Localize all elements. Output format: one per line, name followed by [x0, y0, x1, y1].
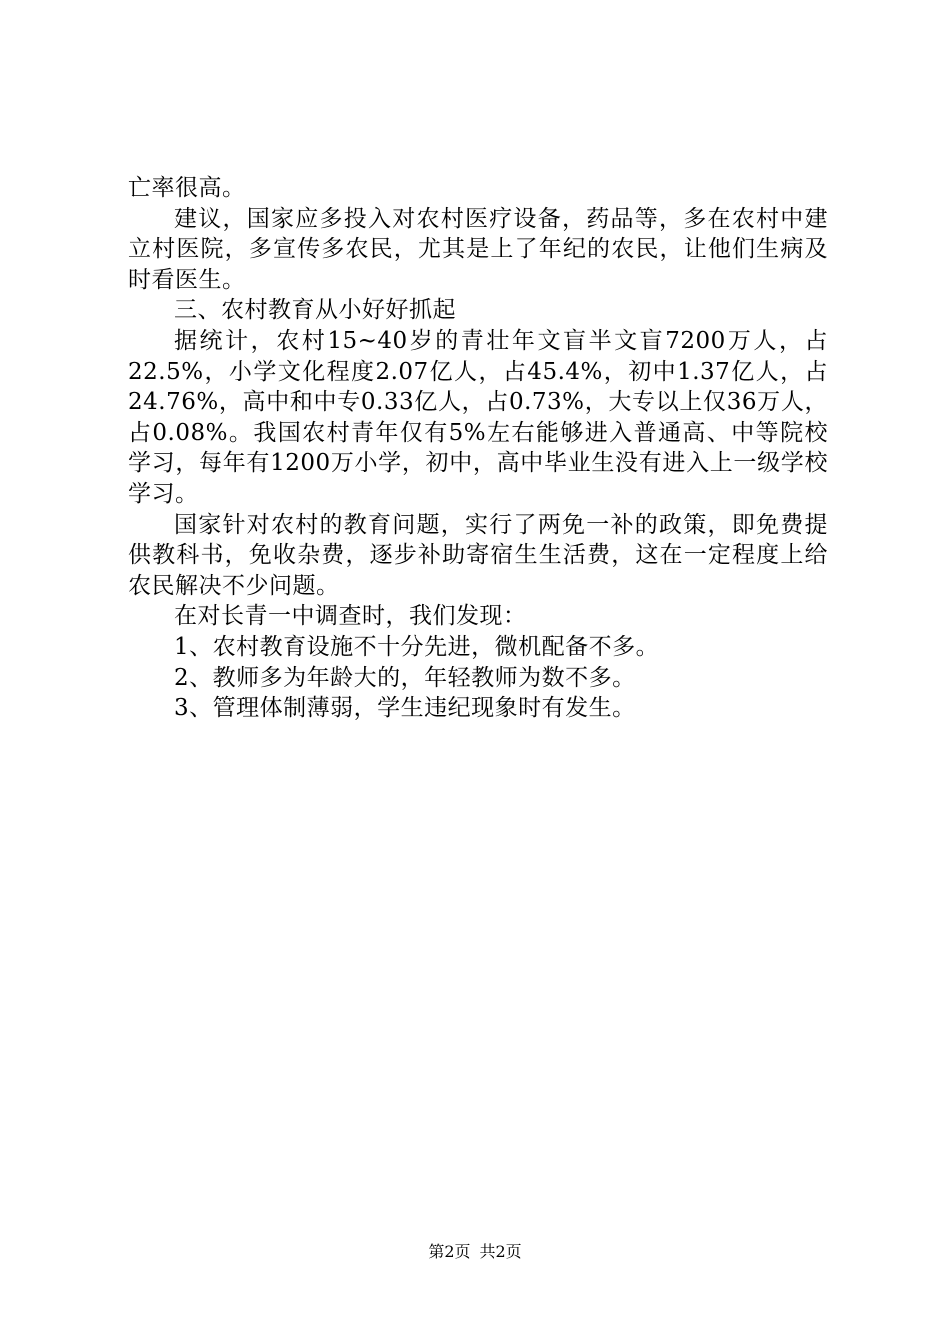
page-footer: [0, 1242, 950, 1262]
paragraph-policy: 国家针对农村的教育问题，实行了两免一补的政策，即免费提供教科书，免收杂费，逐步补助寄宿生生活费，这在一定程度上给农民解决不少问题。: [128, 511, 828, 599]
page-number: 第2页: [428, 1242, 471, 1261]
paragraph-survey-intro: 在对长青一中调查时，我们发现：: [174, 603, 527, 630]
paragraph-suggestion: 建议，国家应多投入对农村医疗设备，药品等，多在农村中建立村医院，多宣传多农民，尤其是上了年纪的农民，让他们生病及时看医生。: [128, 205, 828, 293]
page-total: 共2页: [479, 1242, 522, 1261]
paragraph-continuation: 亡率很高。: [128, 175, 246, 201]
list-item-teachers: 2、教师多为年龄大的，年轻教师为数不多。: [174, 664, 636, 691]
document-body: [128, 173, 828, 724]
section-heading: 三、农村教育从小好好抓起: [174, 297, 456, 324]
list-item-facilities: 1、农村教育设施不十分先进，微机配备不多。: [174, 633, 660, 660]
list-item-management: 3、管理体制薄弱，学生违纪现象时有发生。: [174, 695, 636, 722]
paragraph-statistics: 据统计，农村15~40岁的青壮年文盲半文盲7200万人，占22.5%，小学文化程度2.07亿人，占45.4%，初中1.37亿人，占24.76%，高中和中专0.33亿人，占0.73%，大专以上仅36万人，占0.08%。我国农村青年仅有5%左右能够进入普通高、中等院校学习，每年有1200万小学，初中，高中毕业生没有进入上一级学校学习。: [128, 327, 828, 507]
